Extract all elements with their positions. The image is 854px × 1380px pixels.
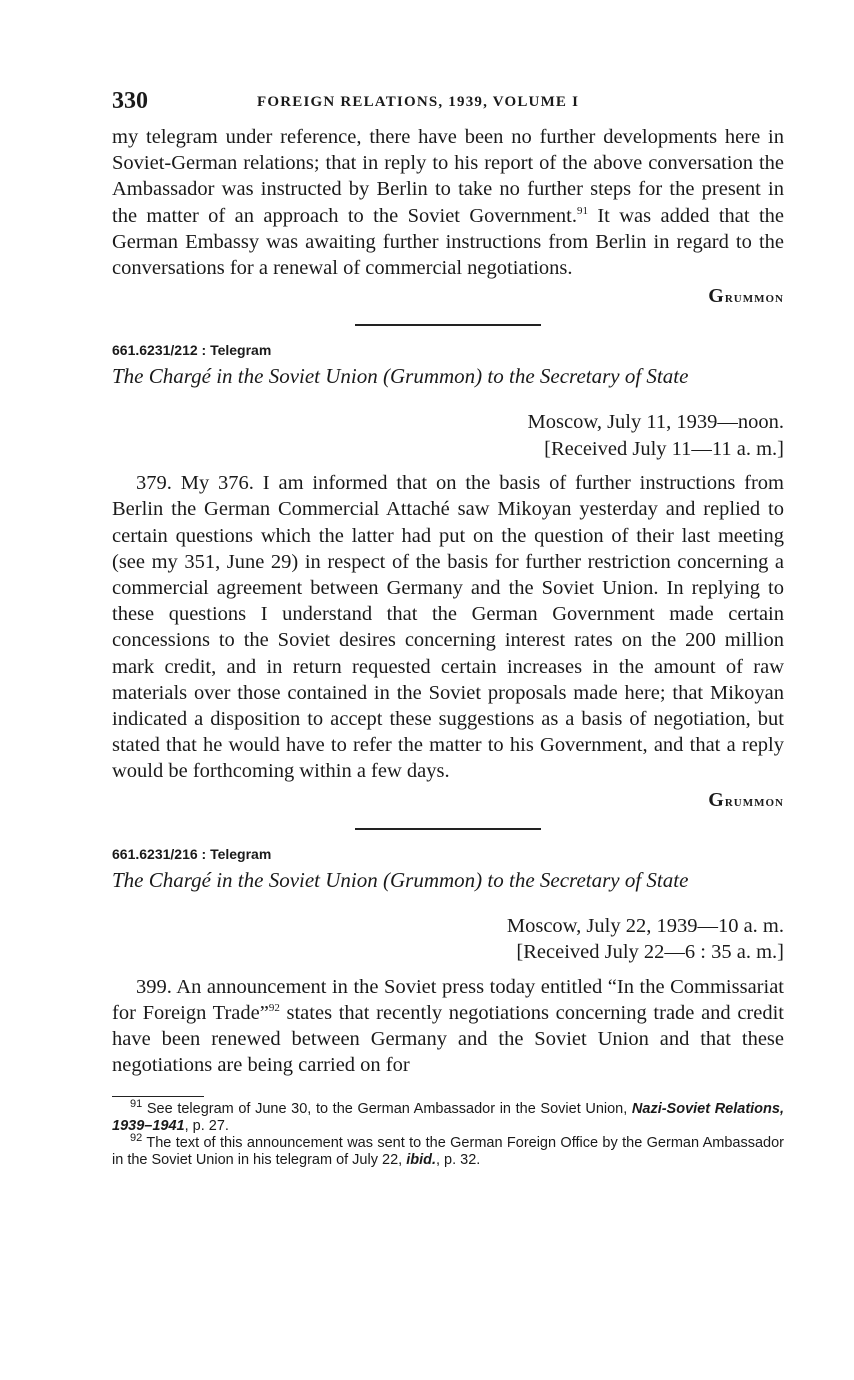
document-title: The Chargé in the Soviet Union (Grummon) to the Secretary of State [112,867,689,892]
sent-date: Moscow, July 22, 1939—10 a. m. [506,914,784,937]
footnotes [112,1098,784,1169]
footnote: $^{91}$ See telegram of June 30, to the German Ambassador in the Soviet Union, Nazi-Soviet Relations, 1939–1941, p. 27. [112,1098,784,1135]
signature: Grummon [708,788,784,811]
continued-paragraph [112,124,784,281]
document-reference: 661.6231/216 : Telegram [112,845,272,862]
running-head [112,88,784,124]
footnote-source: ibid. [406,1152,436,1169]
page-number: 330 [112,88,148,114]
telegram-body [112,974,784,1079]
received-date: [Received July 11—11 a. m.] [544,437,784,460]
document-reference: 661.6231/212 : Telegram [112,342,272,359]
footnote-number: 91 [130,1098,143,1111]
footnote-number: 92 [130,1132,143,1145]
section-divider [355,828,541,830]
footnote-ref: 92 [268,1002,280,1015]
paragraph-text: 399. An announcement in the Soviet press today entitled “In the Commissariat for Foreign Trade” [112,975,784,1024]
document-title: The Chargé in the Soviet Union (Grummon) to the Secretary of State [112,364,689,389]
telegram-body: 379. My 376. I am informed that on the basis of further instructions from Berlin the German Commercial Attaché saw Mikoyan yesterday and replied to certain questions which the latter had put on the question of their last meeting (see my 351, June 29) in respect of the basis for further restriction concerning a commercial agreement between Germany and the Soviet Union. In replying to these questions I understand that the German Government made certain concessions to the Soviet desires concerning interest rates on the 200 million mark credit, and in return requested certain increases in the amount of raw materials over those contained in the Soviet proposals made here; that Mikoyan indicated a disposition to accept these suggestions as a basis of negotiation, but stated that he would have to refer the matter to his Government, and that a reply would be forthcoming within a few days. [112,472,784,783]
sent-date: Moscow, July 11, 1939—noon. [527,411,784,434]
footnote: $^{92}$ The text of this announcement was sent to the German Foreign Office by the German Ambassador in the Soviet Union in his telegram of July 22, ibid., p. 32. [112,1132,784,1169]
running-title: FOREIGN RELATIONS, 1939, VOLUME I [257,94,580,110]
signature: Grummon [708,285,784,308]
paragraph-text: my telegram under reference, there have been no further developments here in Soviet-German relations; that in reply to his report of the above conversation the Ambassador was instructed by Berlin to take no further steps for the present in the matter of an approach to the Soviet Government. [112,126,784,227]
section-divider [355,324,541,326]
document-page [112,88,784,1169]
footnote-source: Nazi-Soviet Relations, 1939–1941 [112,1101,784,1135]
footnote-divider [112,1096,204,1097]
footnote-ref: 91 [576,204,588,217]
paragraph-text: states that recently negotiations concerning trade and credit have been renewed between Germany and the Soviet Union and that these negotiations are being carried on for [112,1001,785,1077]
paragraph-text: It was added that the German Embassy was awaiting further instructions from Berlin in regard to the conversations for a renewal of commercial negotiations. [112,204,784,280]
received-date: [Received July 22—6 : 35 a. m.] [516,941,784,964]
dateline [112,913,784,966]
dateline [112,409,784,462]
